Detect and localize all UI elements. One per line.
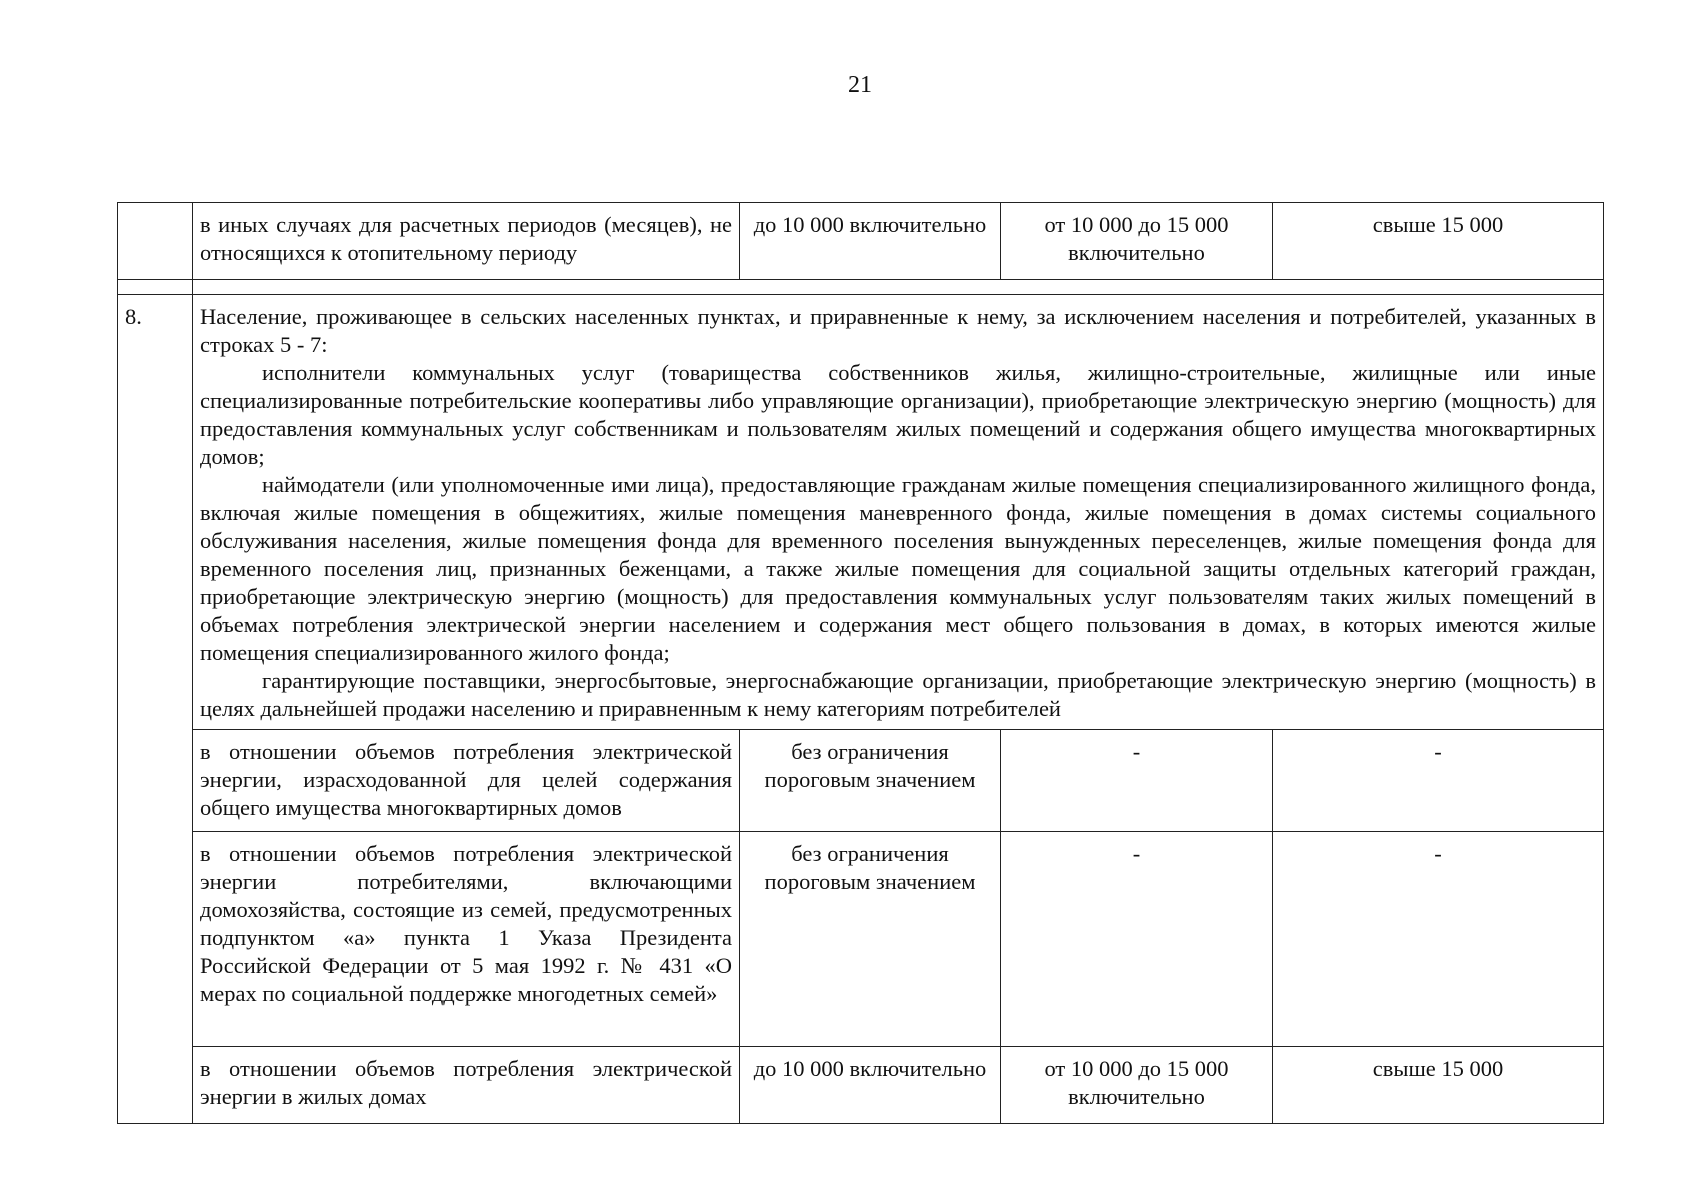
row-description: в иных случаях для расчетных периодов (месяцев), не относящихся к отопительному периоду [193,203,740,280]
category-paragraph-2: наймодатели (или уполномоченные ими лица), предоставляющие гражданам жилые помещения специализированного жилищного фонда, включая жилые помещения в общежитиях, жилые помещения маневренного фонда, жилые помещения в домах системы социального обслуживания населения, жилые помещения фонда для временного поселения вынужденных переселенцев, жилые помещения фонда для временного поселения лиц, признанных беженцами, а также жилые помещения для социальной защиты отдельных категорий граждан, приобретающие электрическую энергию (мощность) для предоставления коммунальных услуг пользователям таких жилых помещений в объемах потребления электрической энергии населением и содержания мест общего пользования в домах, в которых имеются жилые помещения специализированного жилого фонда; [200,472,1596,665]
row-number-cell [118,203,193,280]
row-description: в отношении объемов потребления электрической энергии, израсходованной для целей содержания общего имущества многоквартирных домов [193,730,740,832]
threshold-cell-1: до 10 000 включительно [740,203,1001,280]
table-spacer-row [118,280,1604,295]
table-row [118,1047,1604,1124]
category-paragraph-3: гарантирующие поставщики, энергосбытовые, энергоснабжающие организации, приобретающие электрическую энергию (мощность) в целях дальнейшей продажи населению и приравненным к нему категориям потребителей [200,668,1596,721]
page-number: 21 [848,72,872,98]
spacer-cell [193,280,1604,295]
row-description: в отношении объемов потребления электрической энергии потребителями, включающими домохозяйства, состоящие из семей, предусмотренных подпунктом «а» пункта 1 Указа Президента Российской Федерации от 5 мая 1992 г. № 431 «О мерах по социальной поддержке многодетных семей» [193,832,740,1047]
tariff-table [117,202,1604,1124]
category-intro: Население, проживающее в сельских населенных пунктах, и приравненные к нему, за исключением населения и потребителей, указанных в строках 5 - 7: [200,304,1596,357]
threshold-cell-1: до 10 000 включительно [740,1047,1001,1124]
threshold-cell-1: без ограничения пороговым значением [740,832,1001,1047]
threshold-cell-3: - [1273,832,1604,1047]
table-row [118,203,1604,280]
table-row [118,730,1604,832]
threshold-cell-2: от 10 000 до 15 000 включительно [1001,203,1273,280]
table-row [118,832,1604,1047]
table-row [118,295,1604,730]
category-paragraph-1: исполнители коммунальных услуг (товарищества собственников жилья, жилищно-строительные, жилищные или иные специализированные потребительские кооперативы либо управляющие организации), приобретающие электрическую энергию (мощность) для предоставления коммунальных услуг собственникам и пользователям жилых помещений и содержания общего имущества многоквартирных домов; [200,360,1596,469]
threshold-cell-3: - [1273,730,1604,832]
threshold-cell-1: без ограничения пороговым значением [740,730,1001,832]
threshold-cell-2: - [1001,832,1273,1047]
threshold-cell-3: свыше 15 000 [1273,203,1604,280]
row-description: в отношении объемов потребления электрической энергии в жилых домах [193,1047,740,1124]
category-description [193,295,1604,730]
row-number-cell: 8. [118,295,193,1124]
threshold-cell-2: - [1001,730,1273,832]
spacer-cell [118,280,193,295]
threshold-cell-3: свыше 15 000 [1273,1047,1604,1124]
threshold-cell-2: от 10 000 до 15 000 включительно [1001,1047,1273,1124]
